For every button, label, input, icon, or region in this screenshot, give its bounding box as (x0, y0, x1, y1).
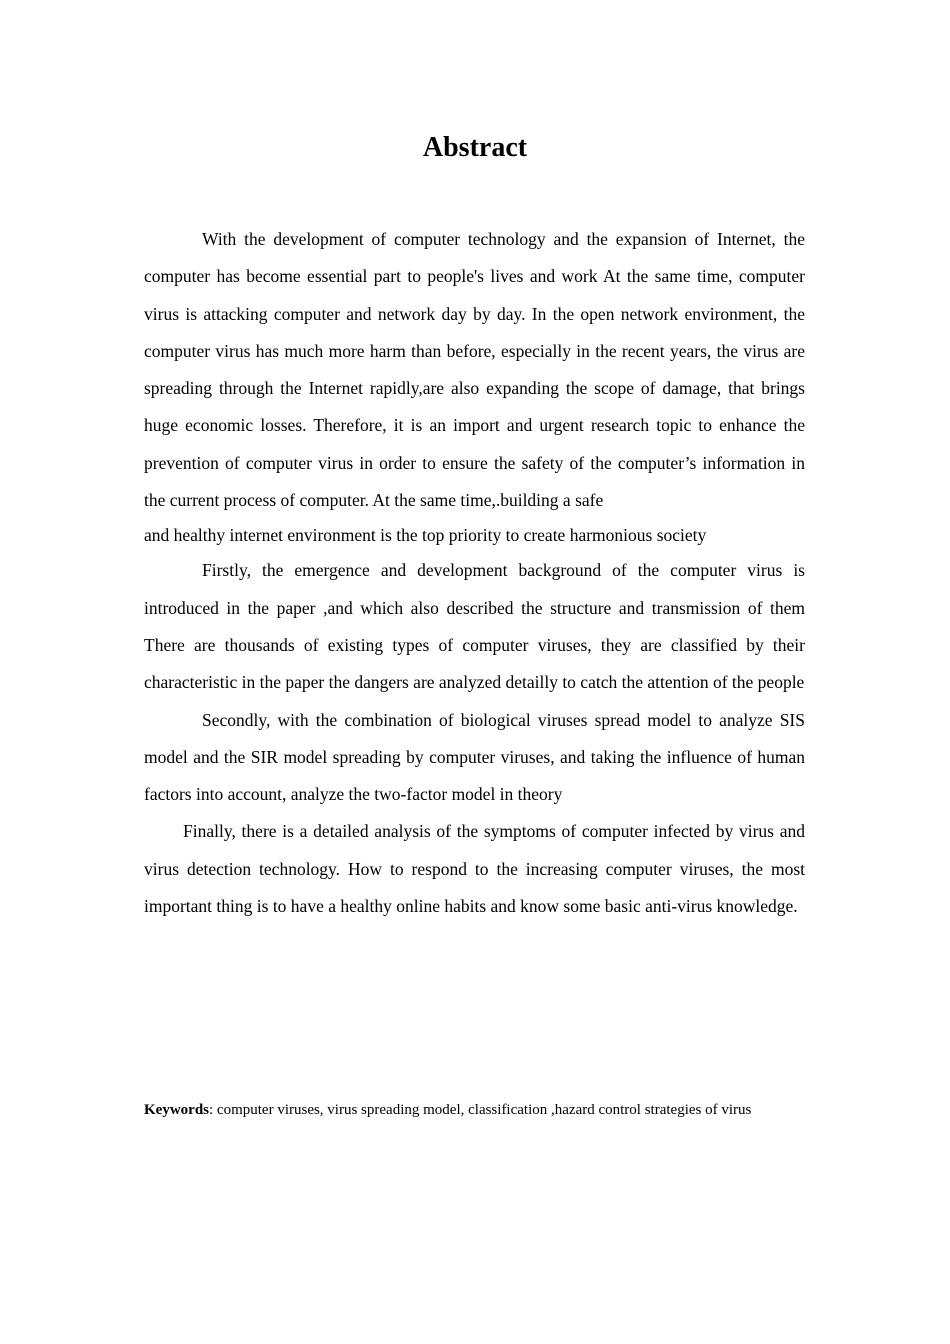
paragraph-secondly: Secondly, with the combination of biological viruses spread model to analyze SIS model and the SIR model spreading by computer viruses, and taking the influence of human factors into account, analyze the two-factor model in theory (144, 709, 805, 805)
keywords-label: Keywords (144, 1102, 209, 1118)
keywords-text: : computer viruses, virus spreading model, classification ,hazard control strategies of virus (209, 1102, 752, 1118)
abstract-body (144, 221, 805, 925)
paragraph-continuation: and healthy internet environment is the top priority to create harmonious society (144, 525, 707, 546)
paragraph-intro: With the development of computer technology and the expansion of Internet, the computer has become essential part to people's lives and work At the same time, computer virus is attacking computer and network day by day. In the open network environment, the computer virus has much more harm than before, especially in the recent years, the virus are spreading through the Internet rapidly,are also expanding the scope of damage, that brings huge economic losses. Therefore, it is an import and urgent research topic to enhance the prevention of computer virus in order to ensure the safety of the computer’s information in the current process of computer. At the same time,.building a safe (144, 229, 805, 511)
page-title: Abstract (422, 132, 528, 163)
paragraph-finally: Finally, there is a detailed analysis of the symptoms of computer infected by virus and virus detection technology. How to respond to the increasing computer viruses, the most important thing is to have a healthy online habits and know some basic anti-virus knowledge. (144, 821, 805, 917)
keywords-line (144, 1098, 805, 1123)
paragraph-firstly: Firstly, the emergence and development background of the computer virus is introduced in the paper ,and which also described the structure and transmission of them There are thousands of existing types of computer viruses, they are classified by their characteristic in the paper the dangers are analyzed detailly to catch the attention of the people (144, 560, 805, 693)
